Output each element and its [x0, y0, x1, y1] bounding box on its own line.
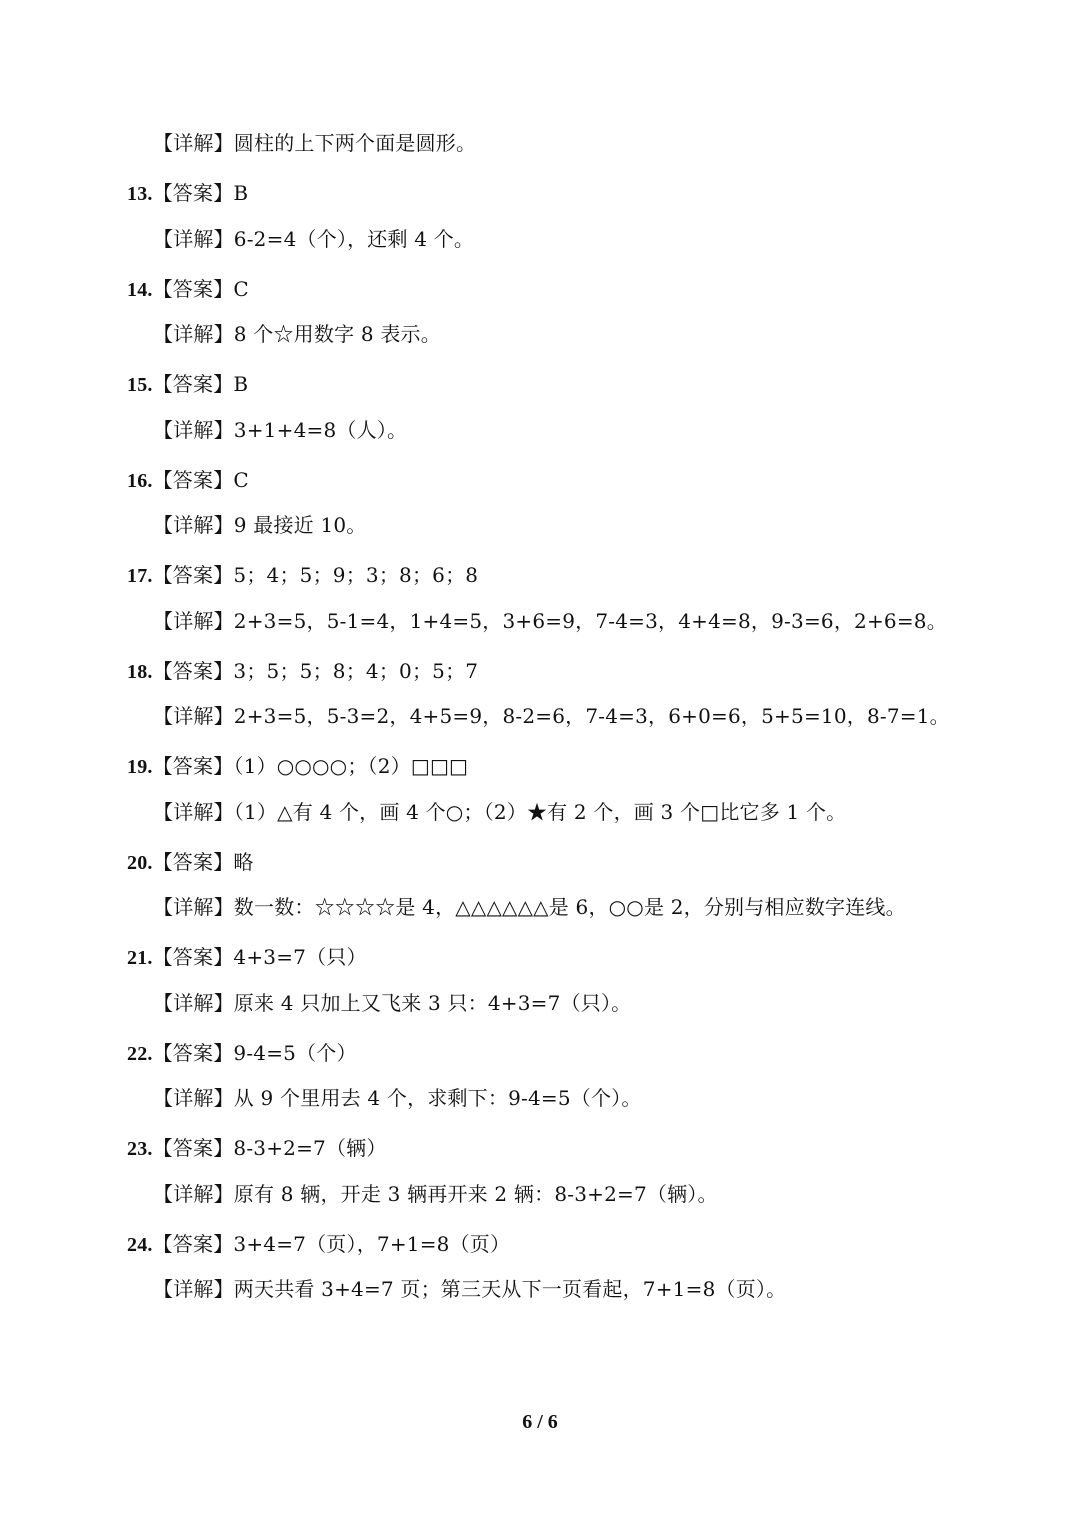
explanation-line — [153, 989, 631, 1017]
answer-text: 【答案】（1）○○○○；（2）□□□ — [152, 754, 469, 778]
answer-line — [127, 1230, 510, 1259]
answer-line — [127, 466, 249, 495]
explanation-line — [153, 511, 367, 539]
explanation-text: 【详解】9 最接近 10。 — [153, 513, 367, 537]
explanation-line — [153, 607, 947, 635]
explanation-text: 【详解】原来 4 只加上又飞来 3 只：4+3=7（只）。 — [153, 991, 632, 1015]
answer-text: 【答案】8-3+2=7（辆） — [152, 1136, 387, 1160]
answer-text: 【答案】3；5；5；8；4；0；5；7 — [152, 659, 479, 683]
explanation-line — [153, 320, 441, 348]
question-number: 15. — [127, 374, 153, 396]
answer-text: 【答案】5；4；5；9；3；8；6；8 — [152, 563, 479, 587]
answer-text: 【答案】略 — [152, 850, 254, 874]
explanation-text: 【详解】3+1+4=8（人）。 — [153, 418, 408, 442]
question-number: 23. — [127, 1138, 153, 1160]
answer-line — [127, 179, 248, 208]
question-number: 21. — [127, 947, 153, 969]
answer-text: 【答案】9-4=5（个） — [152, 1041, 357, 1065]
question-number: 18. — [127, 661, 153, 683]
question-number: 16. — [127, 470, 153, 492]
question-number: 14. — [127, 279, 153, 301]
explanation-line — [153, 1180, 718, 1208]
explanation-text: 【详解】2+3=5，5-3=2，4+5=9，8-2=6，7-4=3，6+0=6，5+5=10，8-7=1。 — [153, 704, 950, 728]
answer-line — [127, 943, 367, 972]
answer-text: 【答案】3+4=7（页），7+1=8（页） — [152, 1232, 511, 1256]
explanation-line — [153, 1084, 642, 1112]
explanation-line — [153, 1275, 786, 1303]
explanation-text: 【详解】圆柱的上下两个面是圆形。 — [153, 131, 477, 155]
explanation-line — [153, 225, 474, 253]
question-number: 20. — [127, 852, 153, 874]
explanation-text: 【详解】两天共看 3+4=7 页；第三天从下一页看起，7+1=8（页）。 — [153, 1277, 787, 1301]
answer-line — [127, 752, 468, 781]
answer-line — [127, 561, 478, 590]
explanation-text: 【详解】数一数：☆☆☆☆是 4，△△△△△△是 6，○○是 2，分别与相应数字连线。 — [153, 895, 906, 919]
question-number: 22. — [127, 1043, 153, 1065]
question-number: 24. — [127, 1234, 153, 1256]
explanation-text: 【详解】8 个☆用数字 8 表示。 — [153, 322, 441, 346]
explanation-text: 【详解】原有 8 辆，开走 3 辆再开来 2 辆：8-3+2=7（辆）。 — [153, 1182, 718, 1206]
question-number: 19. — [127, 756, 153, 778]
answer-text: 【答案】4+3=7（只） — [152, 945, 367, 969]
answer-text: 【答案】B — [152, 181, 249, 205]
answer-text: 【答案】C — [152, 277, 249, 301]
explanation-line — [153, 129, 476, 157]
explanation-text: 【详解】（1）△有 4 个，画 4 个○；（2）★有 2 个，画 3 个□比它多 1 个。 — [153, 800, 847, 824]
answer-line — [127, 370, 248, 399]
answer-text: 【答案】B — [152, 372, 249, 396]
answer-line — [127, 1039, 357, 1068]
answer-line — [127, 1134, 387, 1163]
explanation-line — [153, 702, 950, 730]
answer-text: 【答案】C — [152, 468, 249, 492]
explanation-line — [153, 893, 906, 921]
explanation-text: 【详解】从 9 个里用去 4 个，求剩下：9-4=5（个）。 — [153, 1086, 642, 1110]
question-number: 17. — [127, 565, 153, 587]
explanation-text: 【详解】6-2=4（个），还剩 4 个。 — [153, 227, 475, 251]
answer-line — [127, 848, 254, 877]
question-number: 13. — [127, 183, 153, 205]
answer-line — [127, 275, 249, 304]
page-number: 6 / 6 — [522, 1411, 558, 1433]
answer-line — [127, 657, 478, 686]
explanation-line — [153, 798, 846, 826]
explanation-line — [153, 416, 407, 444]
explanation-text: 【详解】2+3=5，5-1=4，1+4=5，3+6=9，7-4=3，4+4=8，9-3=6，2+6=8。 — [153, 609, 947, 633]
